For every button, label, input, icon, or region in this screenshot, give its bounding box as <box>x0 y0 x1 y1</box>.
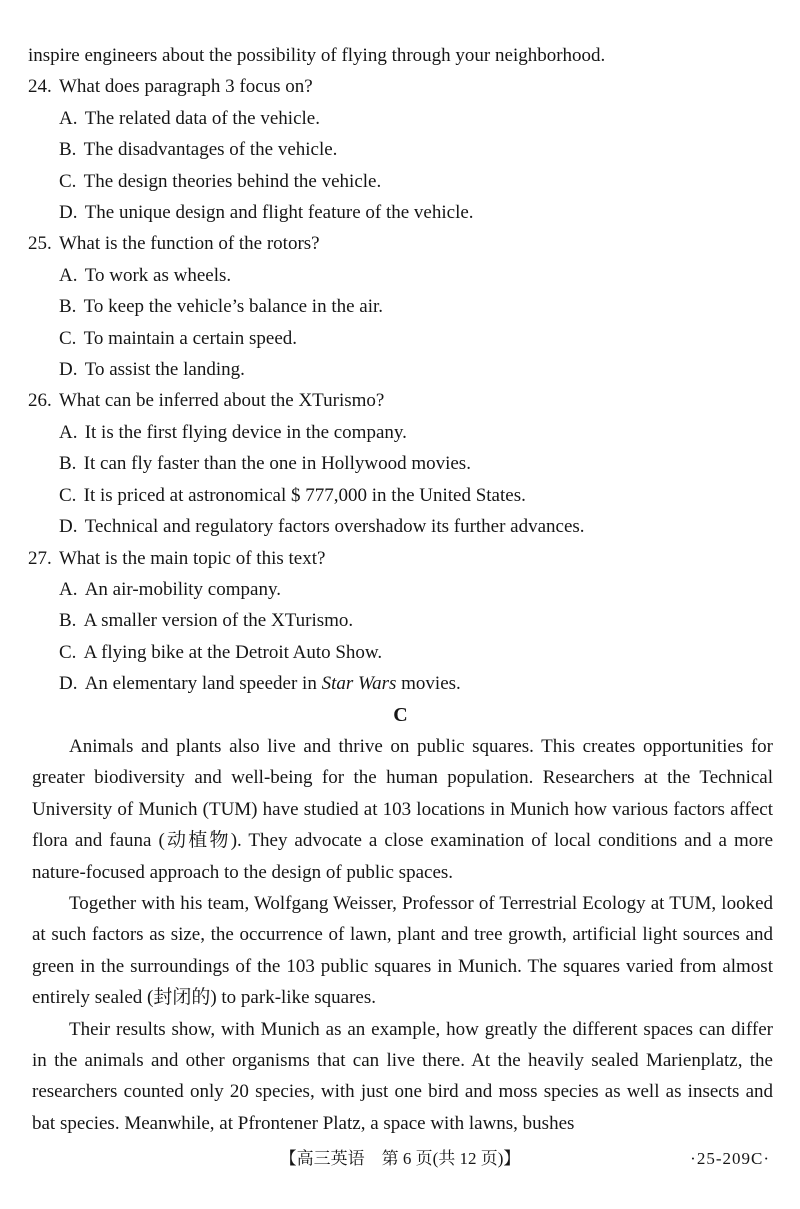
passage-c-paragraph-3: Their results show, with Munich as an example, how greatly the different spaces can differ in the animals and other organisms that can live there. At the heavily sealed Marienplatz, the researchers counted only 20 species, with just one bird and moss species as well as insects and bat species. Meanwhile, at Pfrontener Platz, a space with lawns, bushes <box>32 1018 773 1134</box>
option-text: To assist the landing. <box>84 359 245 381</box>
question-27-option-d <box>28 668 773 699</box>
question-number: 26. <box>28 390 52 412</box>
question-27-option-a <box>28 574 773 605</box>
question-24 <box>28 71 773 228</box>
question-27-option-c <box>28 637 773 668</box>
question-27-stem <box>28 543 773 574</box>
option-label: C. <box>59 641 77 663</box>
option-text: The disadvantages of the vehicle. <box>83 139 338 161</box>
question-25-option-b <box>28 291 773 322</box>
question-text: What is the function of the rotors? <box>58 233 320 255</box>
option-label: C. <box>59 484 77 506</box>
question-24-option-a <box>28 103 773 134</box>
option-text: It is the first flying device in the company. <box>84 421 407 443</box>
option-label: A. <box>59 578 78 600</box>
passage-c-paragraph-2: Together with his team, Wolfgang Weisser, Professor of Terrestrial Ecology at TUM, looked at such factors as size, the occurrence of lawn, plant and tree growth, artificial light sources and green in the surroundings of the 103 public squares in Munich. The squares varied from almost entirely sealed (封闭的) to park-like squares. <box>32 892 773 1009</box>
option-text: The unique design and flight feature of the vehicle. <box>84 202 474 224</box>
option-label: B. <box>59 610 77 632</box>
question-25-option-d <box>28 354 773 385</box>
passage-b-continuation-line: inspire engineers about the possibility of flying through your neighborhood. <box>28 45 606 66</box>
question-24-option-c <box>28 166 773 197</box>
option-text: To work as wheels. <box>84 264 232 286</box>
option-text: A smaller version of the XTurismo. <box>83 610 354 632</box>
option-text: It can fly faster than the one in Hollywood movies. <box>83 453 471 475</box>
question-25-option-c <box>28 323 773 354</box>
option-label: D. <box>59 673 78 695</box>
question-number: 27. <box>28 547 52 569</box>
option-text: Technical and regulatory factors overshadow its further advances. <box>84 516 585 538</box>
question-26-option-a <box>28 417 773 448</box>
passage-c-paragraph-1: Animals and plants also live and thrive on public squares. This creates opportunities for greater biodiversity and well-being for the human population. Researchers at the Technical University of Munich (TUM) have studied at 103 locations in Munich how various factors affect flora and fauna (动植物). They advocate a close examination of local conditions and a more nature-focused approach to the design of public spaces. <box>32 735 773 883</box>
option-label: C. <box>59 170 77 192</box>
question-26 <box>28 385 773 542</box>
option-label: B. <box>59 453 77 475</box>
question-27 <box>28 543 773 700</box>
option-label: B. <box>59 296 77 318</box>
option-text: The related data of the vehicle. <box>84 107 320 129</box>
page-footer <box>0 1143 800 1175</box>
option-text: To keep the vehicle’s balance in the air. <box>83 296 384 318</box>
movie-title-italic: Star Wars <box>321 673 397 695</box>
option-label: D. <box>59 202 78 224</box>
question-number: 24. <box>28 76 52 98</box>
option-text: It is priced at astronomical $ 777,000 in the United States. <box>83 484 526 506</box>
option-text-after: movies. <box>396 673 461 695</box>
option-label: A. <box>59 264 78 286</box>
footer-page-indicator: 【高三英语 第 6 页(共 12 页)】 <box>279 1149 521 1168</box>
question-26-option-d <box>28 511 773 542</box>
passage-c <box>28 731 773 1139</box>
option-text: A flying bike at the Detroit Auto Show. <box>83 641 383 663</box>
question-25 <box>28 228 773 385</box>
footer-paper-code: ·25-209C· <box>690 1149 770 1168</box>
question-24-stem <box>28 71 773 102</box>
question-number: 25. <box>28 233 52 255</box>
option-label: A. <box>59 421 78 443</box>
option-label: D. <box>59 359 78 381</box>
question-26-option-b <box>28 448 773 479</box>
question-27-option-b <box>28 605 773 636</box>
option-label: B. <box>59 139 77 161</box>
option-text: An air-mobility company. <box>84 578 281 600</box>
option-text: The design theories behind the vehicle. <box>83 170 382 192</box>
option-text-before: An elementary land speeder in <box>84 673 322 695</box>
question-25-stem <box>28 228 773 259</box>
question-25-option-a <box>28 260 773 291</box>
passage-c-section-header: C <box>393 703 408 726</box>
option-text: To maintain a certain speed. <box>83 327 298 349</box>
question-24-option-d <box>28 197 773 228</box>
question-text: What does paragraph 3 focus on? <box>58 76 313 98</box>
question-26-stem <box>28 385 773 416</box>
question-text: What can be inferred about the XTurismo? <box>58 390 385 412</box>
option-label: D. <box>59 516 78 538</box>
option-label: C. <box>59 327 77 349</box>
question-text: What is the main topic of this text? <box>58 547 326 569</box>
question-26-option-c <box>28 480 773 511</box>
option-label: A. <box>59 107 78 129</box>
question-24-option-b <box>28 134 773 165</box>
